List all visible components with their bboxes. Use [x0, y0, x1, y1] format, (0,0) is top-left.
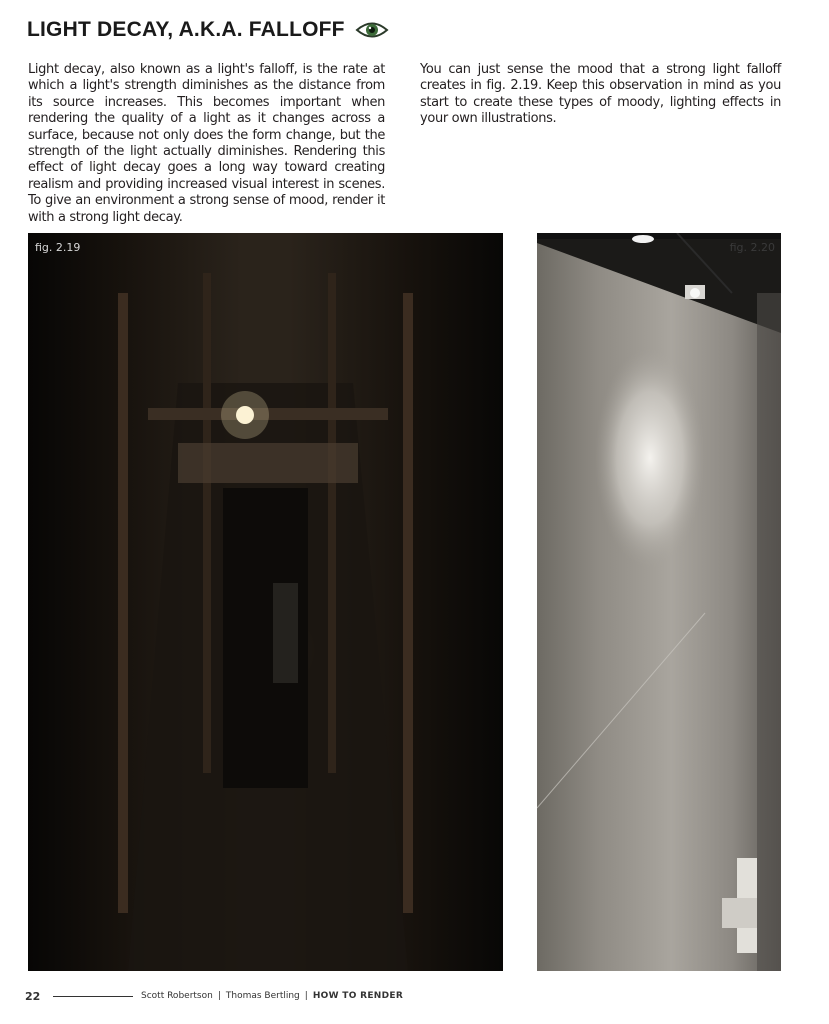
body-paragraph: You can just sense the mood that a strong light falloff creates in fig. 2.19. Keep this observation in mind as you start to create these types of moody, lighting effects in your own illustrations.	[420, 62, 781, 127]
footer-book-title: HOW TO RENDER	[312, 991, 404, 1001]
footer-separator: |	[217, 991, 221, 1001]
section-title: LIGHT DECAY, A.K.A. FALLOFF	[27, 18, 345, 41]
page-number: 22	[25, 989, 41, 1003]
page-footer	[25, 988, 785, 1004]
section-heading	[27, 18, 389, 42]
figure-2-19-photo	[28, 233, 503, 971]
footer-separator: |	[304, 991, 308, 1001]
body-column-right	[420, 62, 781, 128]
body-paragraph: Light decay, also known as a light's falloff, is the rate at which a light's strength diminishes as the distance from its source increases. This becomes important when rendering the quality of a light as it changes across a surface, because not only does the form change, but the strength of the light actually diminishes. Rendering this effect of light decay goes a long way toward creating realism and providing increased visual interest in scenes. To give an environment a strong sense of mood, render it with a strong light decay.	[28, 62, 385, 225]
footer-author-2: Thomas Bertling	[225, 991, 300, 1001]
figure-label: fig. 2.19	[35, 241, 81, 254]
figure-label: fig. 2.20	[729, 241, 775, 254]
eye-icon	[355, 19, 389, 41]
footer-rule	[53, 996, 133, 997]
body-column-left	[28, 62, 385, 226]
wall-light-photo-illustration	[537, 233, 781, 971]
figure-2-20-photo	[537, 233, 781, 971]
corridor-photo-illustration	[28, 233, 503, 971]
footer-author-1: Scott Robertson	[141, 991, 213, 1001]
